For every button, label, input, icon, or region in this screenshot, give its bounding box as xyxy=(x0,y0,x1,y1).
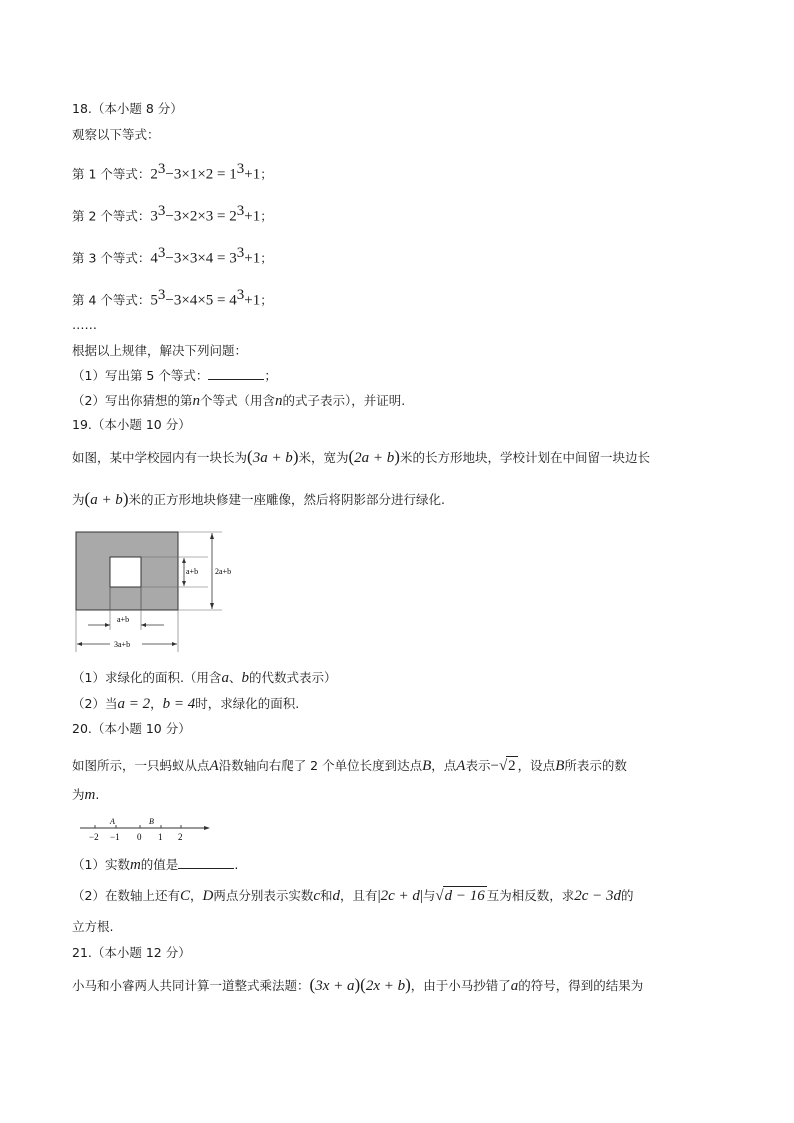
axis-arrow xyxy=(204,826,210,830)
eq-rhs-base: 2 xyxy=(229,208,237,225)
eq-rhs-exp: 3 xyxy=(236,203,245,219)
total-height-label: 2a+b xyxy=(215,567,232,576)
axis-ticks xyxy=(95,825,181,828)
answer-blank[interactable] xyxy=(178,856,234,869)
q18-equation-4: 第 4 个等式：$5^3-3\times 4\times 5 = 4^3+1$； xyxy=(72,287,273,309)
tick-label: −1 xyxy=(110,832,120,842)
sqrt-radicand: 2 xyxy=(508,758,516,774)
q21-header: 21.（本小题 12 分） xyxy=(72,945,191,960)
factor-1: 3x + a xyxy=(315,978,355,994)
eq-base: 5 xyxy=(150,292,158,309)
tick-label: 0 xyxy=(137,832,142,842)
q20-line3: 立方根. xyxy=(72,919,114,934)
eq-prefix: 第 1 个等式： xyxy=(72,166,151,182)
tick-label: 2 xyxy=(178,832,183,842)
point-b: B xyxy=(422,758,432,774)
q18-header: 18.（本小题 8 分） xyxy=(72,101,183,116)
q20-part2: （2）在数轴上还有C，D两点分别表示实数c和d，且有|2c + d|与√d − 16 互为相反数，求2c − 3d的 xyxy=(72,888,634,904)
statue-square xyxy=(110,557,141,587)
number-line xyxy=(80,816,214,844)
eq-rhs-exp: 3 xyxy=(236,161,245,177)
eq-base: 2 xyxy=(150,166,158,183)
q18-ellipsis: …… xyxy=(72,317,97,332)
eq-product: ×1×2 xyxy=(181,166,214,183)
q20-line2: 为m. xyxy=(72,787,100,803)
target-expr: 2c − 3d xyxy=(574,888,622,904)
eq-rhs-exp: 3 xyxy=(236,287,245,303)
q18-equation-3: 第 3 个等式：$4^3-3\times 3\times 4 = 3^3+1$； xyxy=(72,245,273,267)
eq-base: 4 xyxy=(150,250,158,267)
eq-rhs-exp: 3 xyxy=(236,245,245,261)
eq-rhs-base: 1 xyxy=(229,166,237,183)
q18-intro: 观察以下等式： xyxy=(72,127,160,142)
sqrt-expr: d − 16 xyxy=(444,888,485,904)
total-width-label: 3a+b xyxy=(114,640,131,649)
eq-product: ×3×4 xyxy=(181,250,214,267)
label-point-b: B xyxy=(149,817,154,826)
eq-product: ×2×3 xyxy=(181,208,214,225)
length-expr: 3a + b xyxy=(252,450,293,466)
tick-label: 1 xyxy=(158,832,163,842)
q20-line1: 如图所示，一只蚂蚁从点A沿数轴向右爬了 2 个单位长度到达点B，点A表示−√2 ，设点B所表示的数 xyxy=(72,758,627,774)
q18-rule: 根据以上规律，解决下列问题： xyxy=(72,343,248,358)
q19-line2: 为(a + b)米的正方形地块修建一座雕像，然后将阴影部分进行绿化. xyxy=(72,489,445,508)
q19-figure xyxy=(72,530,252,656)
eq-prefix: 第 2 个等式： xyxy=(72,208,151,224)
inner-width-label: a+b xyxy=(117,615,130,624)
var-n: n xyxy=(192,393,200,409)
q20-header: 20.（本小题 10 分） xyxy=(72,721,191,736)
eq-prefix: 第 3 个等式： xyxy=(72,250,151,266)
q19-header: 19.（本小题 10 分） xyxy=(72,417,191,432)
tick-label: −2 xyxy=(89,832,99,842)
q18-equation-1: 第 1 个等式：$2^3-3\times 1\times 2 = 1^3+1$； xyxy=(72,161,273,183)
inner-height-label: a+b xyxy=(186,567,199,576)
q18-equation-2: 第 2 个等式：$3^3-3\times 2\times 3 = 2^3+1$； xyxy=(72,203,273,225)
point-a: A xyxy=(209,758,219,774)
q20-part1: （1）实数m的值是 . xyxy=(72,857,239,873)
var-b: b xyxy=(241,670,249,686)
eq-exp: 3 xyxy=(157,287,166,303)
eq-product: ×4×5 xyxy=(181,292,214,309)
abs-expr: 2c + d xyxy=(380,888,420,904)
factor-2: 2x + b xyxy=(365,978,406,994)
answer-blank[interactable] xyxy=(208,367,264,380)
q18-part2: （2）写出你猜想的第n个等式（用含n的式子表示），并证明. xyxy=(72,393,406,409)
label-point-a: A xyxy=(110,817,115,826)
var-a: a xyxy=(221,670,229,686)
eq-prefix: 第 4 个等式： xyxy=(72,292,151,308)
eq-exp: 3 xyxy=(157,245,166,261)
q19-part2: （2）当a = 2，b = 4时，求绿化的面积. xyxy=(72,696,300,712)
var-n: n xyxy=(274,393,283,409)
width-expr: 2a + b xyxy=(354,450,395,466)
eq-rhs-base: 4 xyxy=(229,292,237,309)
eq-base: 3 xyxy=(150,208,158,225)
q19-part1: （1）求绿化的面积.（用含a、b的代数式表示） xyxy=(72,670,337,686)
var-m: m xyxy=(84,787,96,803)
q19-line1: 如图，某中学校园内有一块长为(3a + b)米，宽为(2a + b)米的长方形地块，学校计划在中间留一块边长 xyxy=(72,447,650,466)
eq-rhs-base: 3 xyxy=(229,250,237,267)
q21-line1: 小马和小睿两人共同计算一道整式乘法题：(3x + a)(2x + b)，由于小马抄错了a的符号，得到的结果为 xyxy=(72,975,644,994)
eq-exp: 3 xyxy=(157,161,166,177)
side-expr: a + b xyxy=(90,492,123,508)
q18-part1: （1）写出第 5 个等式： ； xyxy=(72,368,277,383)
eq-exp: 3 xyxy=(157,203,166,219)
